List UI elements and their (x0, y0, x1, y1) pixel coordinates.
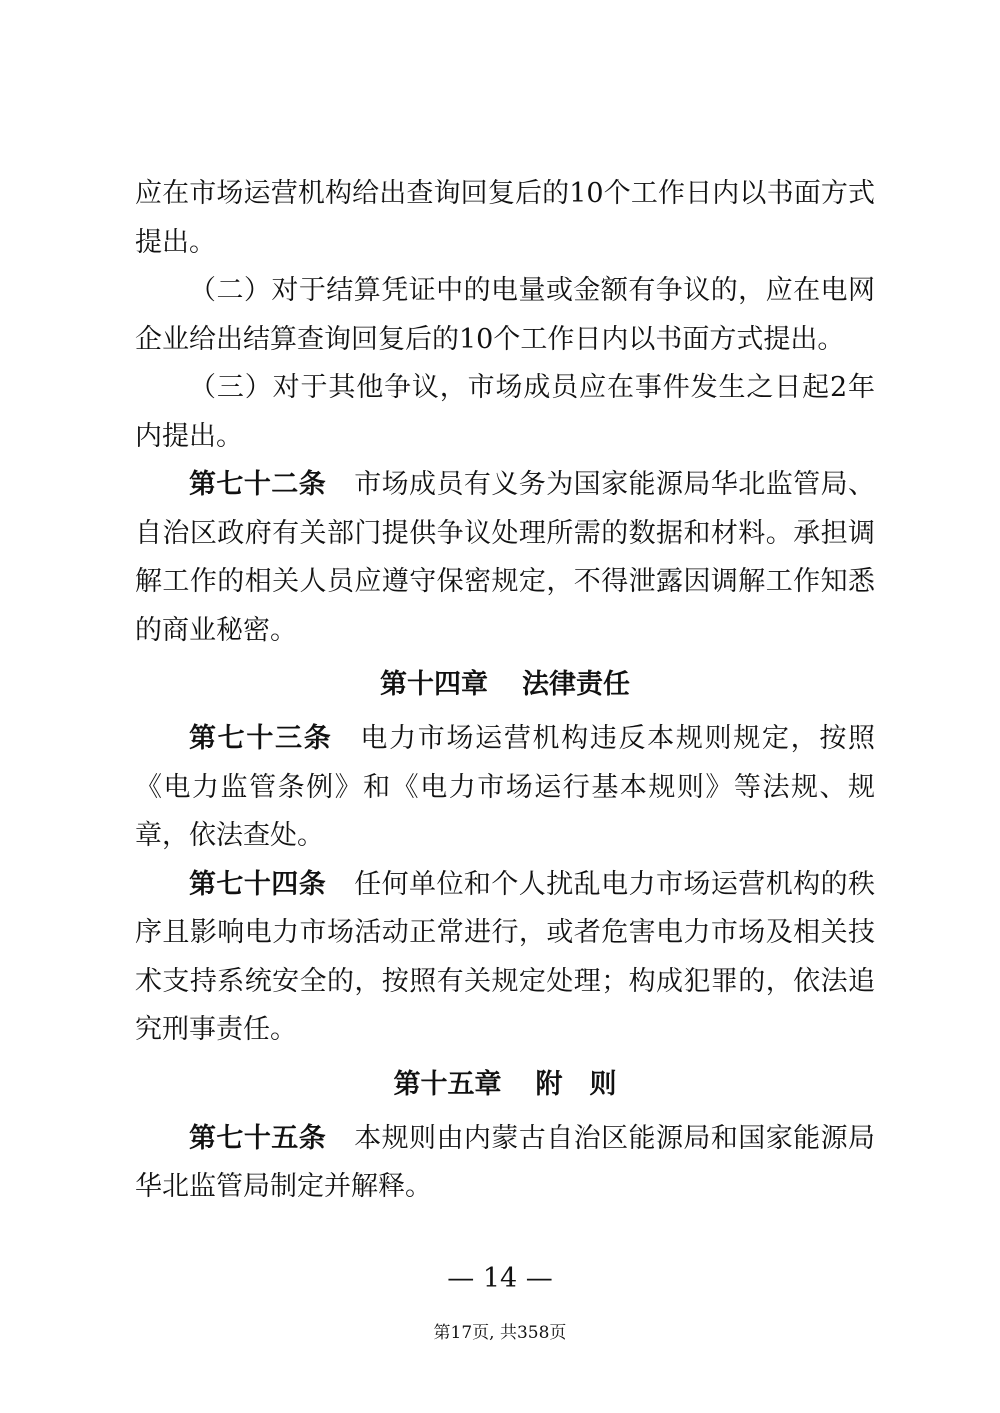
article-text: 市场成员有义务为国家能源局华北监管局、自治区政府有关部门提供争议处理所需的数据和材料。承担调解工作的相关人员应遵守保密规定，不得泄露因调解工作知悉的商业秘密。 (135, 469, 876, 646)
chapter-title: 附 则 (535, 1068, 617, 1100)
article-72 (135, 461, 875, 655)
article-number: 第七十四条 (189, 868, 327, 900)
article-number: 第七十三条 (189, 723, 333, 754)
paragraph-item-2 (135, 267, 875, 364)
paragraph-item-3 (135, 364, 875, 461)
paragraph-text: 应在市场运营机构给出查询回复后的10个工作日内以书面方式提出。 (135, 178, 875, 258)
article-74 (135, 861, 875, 1055)
article-75 (135, 1115, 875, 1212)
article-text: 电力市场运营机构违反本规则规定，按照《电力监管条例》和《电力市场运行基本规则》等法规、规章，依法查处。 (135, 723, 876, 851)
chapter-heading-14 (135, 655, 875, 715)
paragraph-text: （三）对于其他争议，市场成员应在事件发生之日起2年内提出。 (135, 372, 875, 452)
article-number: 第七十五条 (189, 1122, 327, 1154)
page-footer: 第17页, 共358页 (433, 1323, 567, 1343)
page-number: — 14 — (447, 1263, 553, 1294)
chapter-number: 第十五章 (393, 1068, 502, 1100)
body-text (135, 170, 875, 1212)
article-number: 第七十二条 (189, 469, 327, 500)
paragraph-continuation (135, 170, 875, 267)
article-text: 本规则由内蒙古自治区能源局和国家能源局华北监管局制定并解释。 (135, 1122, 876, 1202)
article-text: 任何单位和个人扰乱电力市场运营机构的秩序且影响电力市场活动正常进行，或者危害电力市场及相关技术支持系统安全的，按照有关规定处理；构成犯罪的，依法追究刑事责任。 (135, 868, 876, 1045)
article-73 (135, 715, 875, 861)
chapter-heading-15 (135, 1055, 875, 1115)
paragraph-text: （二）对于结算凭证中的电量或金额有争议的，应在电网企业给出结算查询回复后的10个工作日内以书面方式提出。 (135, 275, 875, 355)
chapter-title: 法律责任 (522, 669, 630, 700)
chapter-number: 第十四章 (380, 669, 488, 700)
